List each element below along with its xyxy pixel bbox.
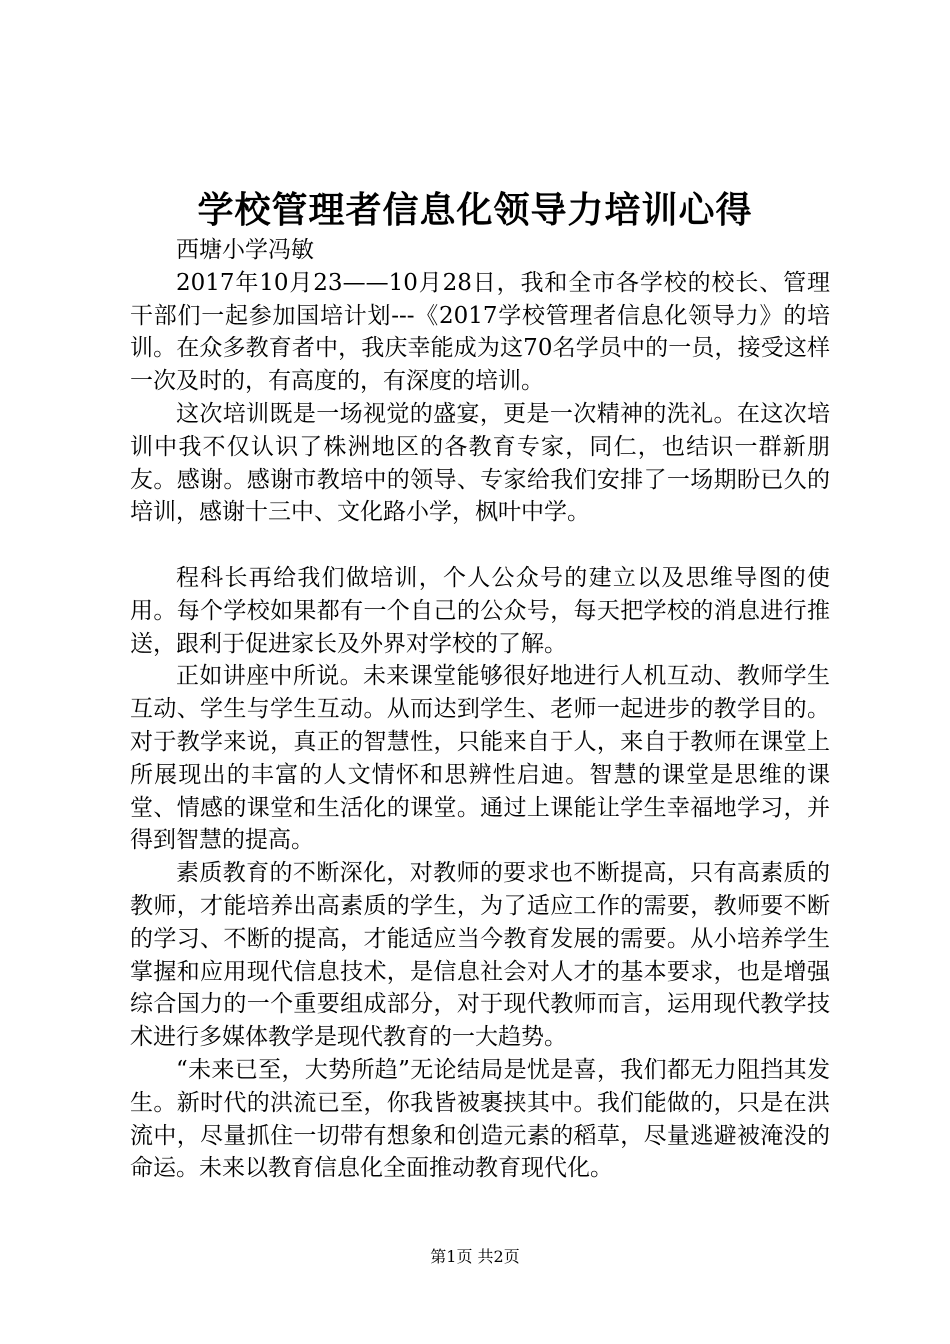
author-line: 西塘小学冯敏 — [176, 237, 314, 263]
paragraph-3: 程科长再给我们做培训，个人公众号的建立以及思维导图的使用。每个学校如果都有一个自己的公众号，每天把学校的消息进行推送，跟利于促进家长及外界对学校的了解。 — [130, 564, 830, 657]
document-title: 学校管理者信息化领导力培训心得 — [197, 189, 753, 231]
paragraph-5: 素质教育的不断深化，对教师的要求也不断提高，只有高素质的教师，才能培养出高素质的学生，为了适应工作的需要，教师要不断的学习、不断的提高，才能适应当今教育发展的需要。从小培养学生掌握和应用现代信息技术，是信息社会对人才的基本要求，也是增强综合国力的一个重要组成部分，对于现代教师而言，运用现代教学技术进行多媒体教学是现代教育的一大趋势。 — [130, 860, 830, 1051]
paragraph-6: “未来已至，大势所趋”无论结局是忧是喜，我们都无力阻挡其发生。新时代的洪流已至，你我皆被裹挟其中。我们能做的，只是在洪流中，尽量抓住一切带有想象和创造元素的稻草，尽量逃避被淹没的命运。未来以教育信息化全面推动教育现代化。 — [130, 1056, 830, 1182]
document-body — [130, 234, 830, 1185]
paragraph-4: 正如讲座中所说。未来课堂能够很好地进行人机互动、教师学生互动、学生与学生互动。从而达到学生、老师一起进步的教学目的。对于教学来说，真正的智慧性，只能来自于人，来自于教师在课堂上所展现出的丰富的人文情怀和思辨性启迪。智慧的课堂是思维的课堂、情感的课堂和生活化的课堂。通过上课能让学生幸福地学习，并得到智慧的提高。 — [130, 663, 830, 854]
paragraph-spacer — [130, 529, 830, 562]
page-number-footer: 第1页 共2页 — [430, 1247, 520, 1266]
paragraph-1: 2017年10月23——10月28日，我和全市各学校的校长、管理干部们一起参加国培计划---《2017学校管理者信息化领导力》的培训。在众多教育者中，我庆幸能成为这70名学员中的一员，接受这样一次及时的，有高度的，有深度的培训。 — [130, 269, 830, 395]
paragraph-2: 这次培训既是一场视觉的盛宴，更是一次精神的洗礼。在这次培训中我不仅认识了株洲地区的各教育专家，同仁，也结识一群新朋友。感谢。感谢市教培中的领导、专家给我们安排了一场期盼已久的培训，感谢十三中、文化路小学，枫叶中学。 — [130, 400, 830, 526]
